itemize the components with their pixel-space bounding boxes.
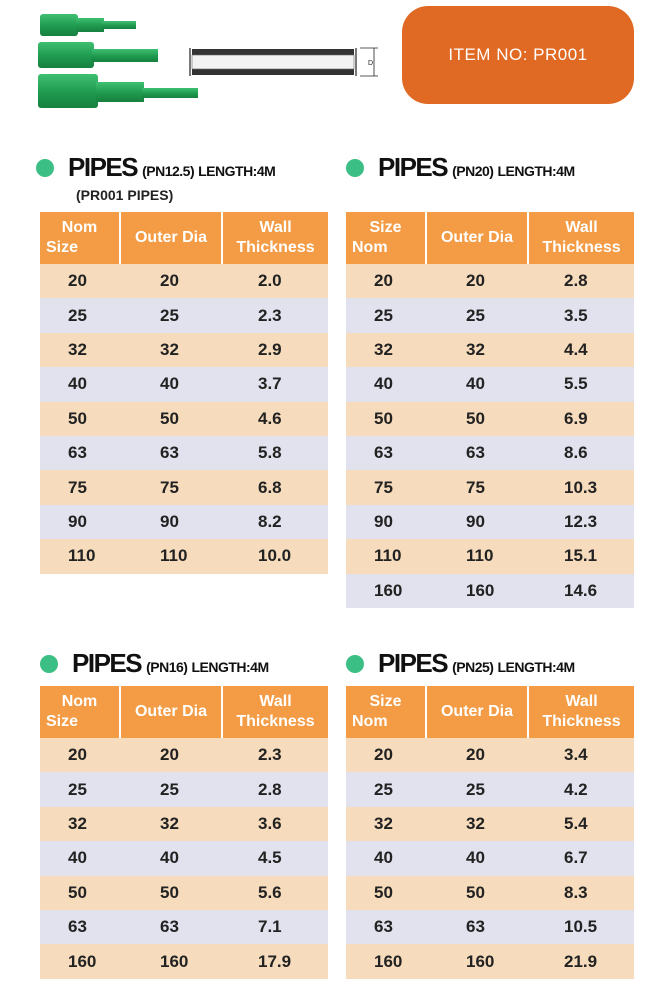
cell-outer-dia: 50 bbox=[120, 402, 222, 436]
cell-outer-dia: 50 bbox=[426, 876, 528, 910]
header-nom-size: Nom Size bbox=[40, 212, 120, 264]
cell-wall-thickness: 21.9 bbox=[528, 944, 634, 978]
table-row bbox=[40, 944, 328, 978]
cell-nom-size: 50 bbox=[346, 876, 426, 910]
table-row bbox=[40, 738, 328, 772]
pressure-rating: (PN16) bbox=[146, 659, 188, 675]
cell-wall-thickness: 6.7 bbox=[528, 841, 634, 875]
pressure-rating: (PN25) bbox=[452, 659, 494, 675]
cell-nom-size: 63 bbox=[346, 910, 426, 944]
cell-wall-thickness: 15.1 bbox=[528, 539, 634, 573]
cell-wall-thickness: 2.3 bbox=[222, 298, 328, 332]
cell-wall-thickness: 4.2 bbox=[528, 772, 634, 806]
table-row bbox=[346, 367, 634, 401]
cell-nom-size: 40 bbox=[40, 367, 120, 401]
cell-nom-size: 63 bbox=[40, 436, 120, 470]
spec-table-pn20 bbox=[346, 212, 634, 608]
table-row bbox=[40, 402, 328, 436]
cell-nom-size: 40 bbox=[40, 841, 120, 875]
header-wall-thickness: Wall Thickness bbox=[528, 686, 634, 738]
cell-wall-thickness: 5.8 bbox=[222, 436, 328, 470]
bullet-dot-icon bbox=[36, 159, 54, 177]
table-row bbox=[40, 876, 328, 910]
table-row bbox=[40, 505, 328, 539]
length-label: LENGTH:4M bbox=[191, 659, 269, 675]
spec-table-pn25 bbox=[346, 686, 634, 979]
table-row bbox=[346, 470, 634, 504]
cell-outer-dia: 160 bbox=[120, 944, 222, 978]
cell-outer-dia: 50 bbox=[426, 402, 528, 436]
cell-wall-thickness: 10.5 bbox=[528, 910, 634, 944]
cell-nom-size: 50 bbox=[40, 402, 120, 436]
cell-nom-size: 40 bbox=[346, 841, 426, 875]
cell-nom-size: 25 bbox=[346, 298, 426, 332]
table-row bbox=[346, 264, 634, 298]
cell-outer-dia: 32 bbox=[426, 333, 528, 367]
table-row bbox=[346, 841, 634, 875]
cell-nom-size: 90 bbox=[40, 505, 120, 539]
section-heading-pn20 bbox=[346, 152, 575, 183]
cell-outer-dia: 20 bbox=[426, 738, 528, 772]
header-nom-size: Nom Size bbox=[40, 686, 120, 738]
cell-outer-dia: 90 bbox=[120, 505, 222, 539]
cell-outer-dia: 110 bbox=[120, 539, 222, 573]
table-row bbox=[40, 436, 328, 470]
cell-wall-thickness: 14.6 bbox=[528, 574, 634, 608]
cell-wall-thickness: 4.4 bbox=[528, 333, 634, 367]
cell-outer-dia: 75 bbox=[426, 470, 528, 504]
cell-nom-size: 32 bbox=[346, 333, 426, 367]
cell-nom-size: 40 bbox=[346, 367, 426, 401]
cell-wall-thickness: 10.3 bbox=[528, 470, 634, 504]
pipe-section-diagram bbox=[184, 44, 384, 80]
cell-wall-thickness: 12.3 bbox=[528, 505, 634, 539]
header-outer-dia: Outer Dia bbox=[120, 686, 222, 738]
cell-wall-thickness: 2.3 bbox=[222, 738, 328, 772]
cell-outer-dia: 25 bbox=[120, 772, 222, 806]
bullet-dot-icon bbox=[346, 159, 364, 177]
table-row bbox=[346, 539, 634, 573]
cell-wall-thickness: 7.1 bbox=[222, 910, 328, 944]
cell-nom-size: 20 bbox=[346, 738, 426, 772]
cell-outer-dia: 40 bbox=[426, 841, 528, 875]
header-outer-dia: Outer Dia bbox=[426, 686, 528, 738]
table-row bbox=[346, 772, 634, 806]
cell-outer-dia: 25 bbox=[426, 298, 528, 332]
cell-nom-size: 75 bbox=[40, 470, 120, 504]
item-number-badge bbox=[402, 6, 634, 104]
section-title: PIPES bbox=[378, 648, 448, 678]
cell-outer-dia: 75 bbox=[120, 470, 222, 504]
cell-outer-dia: 63 bbox=[426, 436, 528, 470]
table-row bbox=[346, 944, 634, 978]
table-row bbox=[40, 772, 328, 806]
section-heading-pn16 bbox=[40, 648, 269, 679]
table-row bbox=[346, 333, 634, 367]
cell-nom-size: 63 bbox=[40, 910, 120, 944]
cell-wall-thickness: 3.4 bbox=[528, 738, 634, 772]
cell-wall-thickness: 2.8 bbox=[528, 264, 634, 298]
header-outer-dia: Outer Dia bbox=[426, 212, 528, 264]
header-size-nom: Size Nom bbox=[346, 686, 426, 738]
header-wall-thickness: Wall Thickness bbox=[222, 212, 328, 264]
cell-wall-thickness: 5.4 bbox=[528, 807, 634, 841]
cell-outer-dia: 32 bbox=[120, 333, 222, 367]
cell-outer-dia: 25 bbox=[120, 298, 222, 332]
section-subtitle: (PR001 PIPES) bbox=[76, 187, 174, 203]
table-row bbox=[346, 876, 634, 910]
cell-wall-thickness: 10.0 bbox=[222, 539, 328, 573]
cell-nom-size: 160 bbox=[346, 944, 426, 978]
bullet-dot-icon bbox=[346, 655, 364, 673]
cell-outer-dia: 20 bbox=[426, 264, 528, 298]
cell-wall-thickness: 2.0 bbox=[222, 264, 328, 298]
cell-wall-thickness: 5.6 bbox=[222, 876, 328, 910]
cell-nom-size: 63 bbox=[346, 436, 426, 470]
cell-outer-dia: 160 bbox=[426, 574, 528, 608]
table-row bbox=[40, 264, 328, 298]
diagram-dim-label: D bbox=[368, 60, 374, 67]
spec-table-pn12-5 bbox=[40, 212, 328, 574]
table-row bbox=[40, 298, 328, 332]
table-row bbox=[346, 402, 634, 436]
cell-wall-thickness: 6.9 bbox=[528, 402, 634, 436]
section-heading-pn25 bbox=[346, 648, 575, 679]
section-title: PIPES bbox=[378, 152, 448, 182]
header-wall-thickness: Wall Thickness bbox=[222, 686, 328, 738]
cell-outer-dia: 40 bbox=[426, 367, 528, 401]
cell-outer-dia: 40 bbox=[120, 367, 222, 401]
spec-table-pn16 bbox=[40, 686, 328, 979]
cell-nom-size: 50 bbox=[346, 402, 426, 436]
section-heading-pn12-5 bbox=[36, 152, 275, 183]
table-row bbox=[346, 910, 634, 944]
cell-wall-thickness: 8.3 bbox=[528, 876, 634, 910]
cell-nom-size: 25 bbox=[40, 298, 120, 332]
length-label: LENGTH:4M bbox=[198, 163, 276, 179]
table-row bbox=[346, 436, 634, 470]
cell-wall-thickness: 8.6 bbox=[528, 436, 634, 470]
header-size-nom: Size Nom bbox=[346, 212, 426, 264]
table-row bbox=[40, 841, 328, 875]
bullet-dot-icon bbox=[40, 655, 58, 673]
header-wall-thickness: Wall Thickness bbox=[528, 212, 634, 264]
cell-wall-thickness: 5.5 bbox=[528, 367, 634, 401]
table-row bbox=[40, 333, 328, 367]
cell-outer-dia: 110 bbox=[426, 539, 528, 573]
cell-nom-size: 110 bbox=[40, 539, 120, 573]
cell-wall-thickness: 4.5 bbox=[222, 841, 328, 875]
cell-wall-thickness: 6.8 bbox=[222, 470, 328, 504]
cell-nom-size: 32 bbox=[40, 333, 120, 367]
header-outer-dia: Outer Dia bbox=[120, 212, 222, 264]
cell-nom-size: 90 bbox=[346, 505, 426, 539]
table-row bbox=[346, 807, 634, 841]
cell-nom-size: 75 bbox=[346, 470, 426, 504]
table-row bbox=[40, 807, 328, 841]
pressure-rating: (PN12.5) bbox=[142, 163, 195, 179]
cell-outer-dia: 20 bbox=[120, 264, 222, 298]
length-label: LENGTH:4M bbox=[497, 163, 575, 179]
pressure-rating: (PN20) bbox=[452, 163, 494, 179]
cell-wall-thickness: 2.8 bbox=[222, 772, 328, 806]
cell-outer-dia: 40 bbox=[120, 841, 222, 875]
cell-nom-size: 50 bbox=[40, 876, 120, 910]
cell-outer-dia: 160 bbox=[426, 944, 528, 978]
length-label: LENGTH:4M bbox=[497, 659, 575, 675]
table-row bbox=[346, 738, 634, 772]
cell-outer-dia: 50 bbox=[120, 876, 222, 910]
cell-outer-dia: 25 bbox=[426, 772, 528, 806]
cell-nom-size: 32 bbox=[40, 807, 120, 841]
table-row bbox=[40, 367, 328, 401]
cell-outer-dia: 63 bbox=[120, 910, 222, 944]
cell-outer-dia: 32 bbox=[120, 807, 222, 841]
section-title: PIPES bbox=[72, 648, 142, 678]
cell-wall-thickness: 3.5 bbox=[528, 298, 634, 332]
table-row bbox=[40, 470, 328, 504]
cell-nom-size: 32 bbox=[346, 807, 426, 841]
table-row bbox=[346, 574, 634, 608]
cell-nom-size: 20 bbox=[346, 264, 426, 298]
cell-outer-dia: 63 bbox=[120, 436, 222, 470]
cell-outer-dia: 63 bbox=[426, 910, 528, 944]
table-row bbox=[40, 539, 328, 573]
cell-nom-size: 110 bbox=[346, 539, 426, 573]
cell-outer-dia: 90 bbox=[426, 505, 528, 539]
cell-outer-dia: 32 bbox=[426, 807, 528, 841]
table-row bbox=[40, 910, 328, 944]
table-row bbox=[346, 298, 634, 332]
table-row bbox=[346, 505, 634, 539]
item-number-label: ITEM NO: PR001 bbox=[448, 45, 588, 64]
cell-wall-thickness: 4.6 bbox=[222, 402, 328, 436]
cell-nom-size: 20 bbox=[40, 264, 120, 298]
cell-wall-thickness: 2.9 bbox=[222, 333, 328, 367]
cell-nom-size: 20 bbox=[40, 738, 120, 772]
cell-wall-thickness: 3.6 bbox=[222, 807, 328, 841]
cell-nom-size: 160 bbox=[40, 944, 120, 978]
cell-nom-size: 25 bbox=[346, 772, 426, 806]
cell-outer-dia: 20 bbox=[120, 738, 222, 772]
cell-nom-size: 160 bbox=[346, 574, 426, 608]
cell-nom-size: 25 bbox=[40, 772, 120, 806]
cell-wall-thickness: 8.2 bbox=[222, 505, 328, 539]
cell-wall-thickness: 3.7 bbox=[222, 367, 328, 401]
cell-wall-thickness: 17.9 bbox=[222, 944, 328, 978]
section-title: PIPES bbox=[68, 152, 138, 182]
